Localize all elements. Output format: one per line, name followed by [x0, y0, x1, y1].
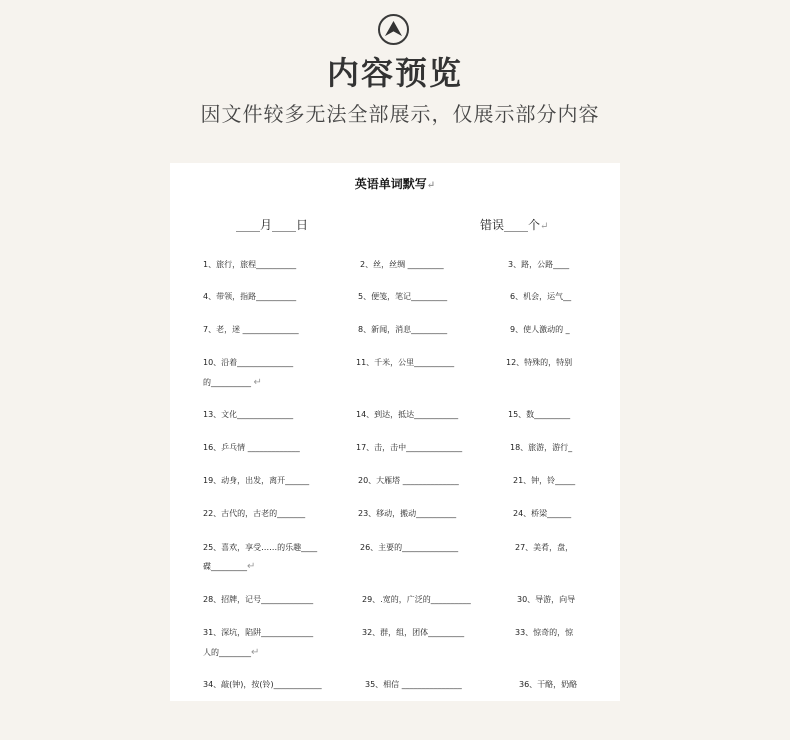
vocab-item: 21、钟，铃_____: [513, 476, 576, 485]
vocab-item: 1、旅行，旅程__________: [203, 260, 297, 269]
vocab-item: 28、招牌，记号_____________: [203, 595, 314, 604]
vocab-continuation: 人的________↵: [203, 647, 260, 658]
vocab-item: 5、便笺，笔记_________: [358, 292, 448, 301]
vocab-item: 35、相信 _______________: [365, 680, 462, 689]
vocab-item: 4、带领，指路__________: [203, 292, 297, 301]
vocab-item: 16、乒乓情 _____________: [203, 443, 300, 452]
vocab-item: 20、大雁塔 ______________: [358, 476, 459, 485]
vocab-item: 33、惊奇的，惊: [515, 628, 574, 637]
vocab-item: 29、.宽的，广泛的__________: [362, 595, 471, 604]
page-title: 内容预览: [326, 54, 463, 92]
vocab-item: 27、美肴，盘，: [515, 543, 574, 552]
document-preview: [170, 163, 620, 701]
vocab-item: 14、到达，抵达___________: [356, 410, 459, 419]
vocab-item: 18、旅游，游行_: [510, 443, 573, 452]
vocab-item: 15、数_________: [508, 410, 571, 419]
vocab-item: 10、沿着______________: [203, 358, 294, 367]
date-line: ____月____日: [236, 218, 309, 232]
vocab-item: 7、老，迷 ______________: [203, 325, 299, 334]
vocab-item: 24、桥梁______: [513, 509, 572, 518]
vocab-item: 36、干酪，奶酪: [519, 680, 578, 689]
errors-line: 错误____个↵: [480, 218, 549, 232]
vocab-continuation: 碟_________↵: [203, 561, 256, 572]
vocab-continuation: 的__________ ↵: [203, 377, 262, 388]
vocab-item: 31、深坑，陷阱_____________: [203, 628, 314, 637]
vocab-item: 22、古代的，古老的_______: [203, 509, 306, 518]
vocab-item: 2、丝，丝绸 _________: [360, 260, 444, 269]
vocab-item: 12、特殊的，特别: [506, 358, 573, 367]
vocab-item: 3、路，公路____: [508, 260, 570, 269]
vocab-item: 34、敲(钟)，按(铃)____________: [203, 680, 322, 689]
doc-title: 英语单词默写↵: [354, 177, 436, 191]
vocab-item: 25、喜欢，享受……的乐趣____: [203, 543, 318, 552]
vocab-item: 32、群，组，团体_________: [362, 628, 465, 637]
page-subtitle: 因文件较多无法全部展示，仅展示部分内容: [200, 102, 600, 126]
vocab-item: 8、新闻，消息_________: [358, 325, 448, 334]
logo-icon: [378, 14, 409, 45]
vocab-item: 13、文化______________: [203, 410, 294, 419]
vocab-item: 9、使人激动的 _: [510, 325, 570, 334]
vocab-item: 23、移动，搬动__________: [358, 509, 457, 518]
vocab-item: 26、主要的______________: [360, 543, 459, 552]
vocab-item: 17、击，击中______________: [356, 443, 463, 452]
vocab-item: 30、导游，向导: [517, 595, 576, 604]
vocab-item: 11、千米，公里__________: [356, 358, 455, 367]
vocab-item: 19、动身，出发，离开______: [203, 476, 310, 485]
vocab-item: 6、机会，运气__: [510, 292, 572, 301]
